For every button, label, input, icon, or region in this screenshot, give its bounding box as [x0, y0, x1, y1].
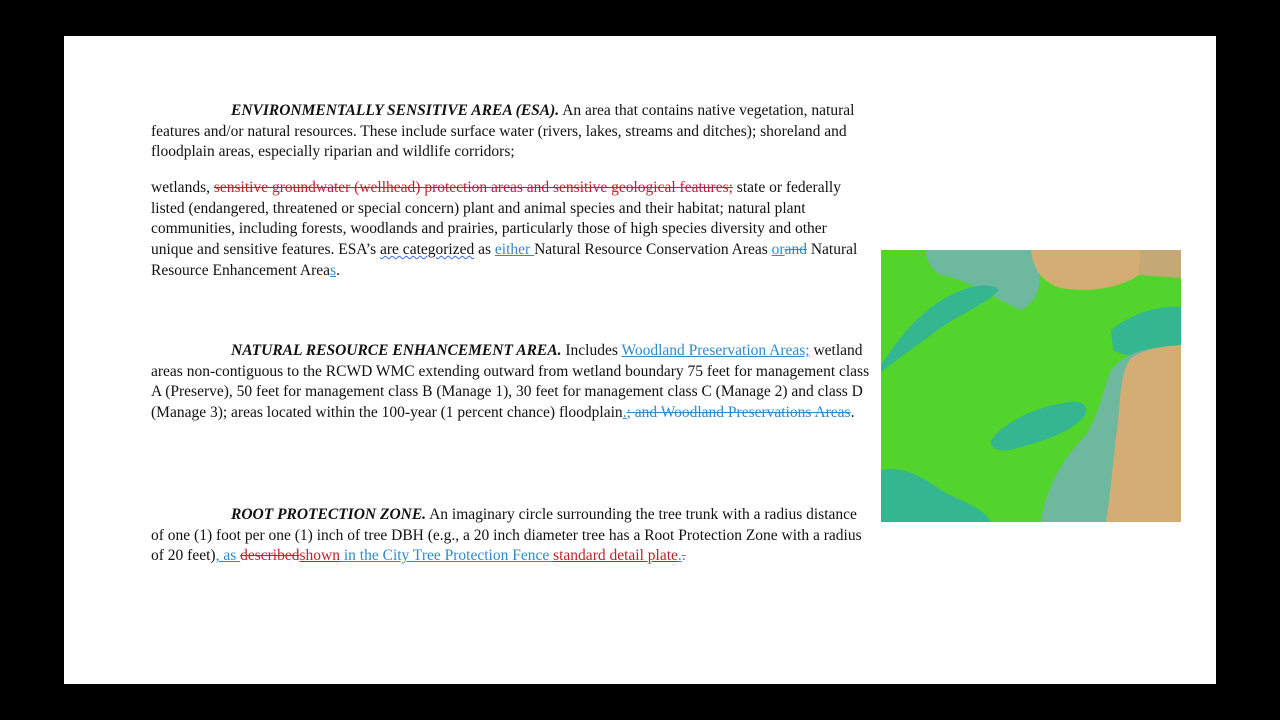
inserted-dot: .	[622, 404, 627, 422]
deleted-described: described	[240, 547, 300, 565]
deleted-final-dot: .	[681, 547, 686, 565]
inserted-final-dot: .	[677, 547, 682, 565]
inserted-either: either	[494, 241, 535, 259]
esa-paragraph-continued	[151, 178, 871, 282]
inserted-city-text: in the City Tree Protection Fence	[339, 547, 554, 565]
rpz-body: An imaginary circle surrounding the tree trunk with a radius distance of one (1) foot per one (1) inch of tree DBH (e.g., a 20 inch diameter tree has a Root Protection Zone with a radius of 20 feet)	[151, 506, 862, 565]
spellcheck-flag: are categorized	[380, 241, 475, 259]
inserted-as: , as	[215, 547, 241, 565]
esa-as: as	[474, 241, 495, 259]
esa-intro: An area that contains native vegetation, natural features and/or natural resources. These include surface water (rivers, lakes, streams and ditches); shoreland and floodplain areas, especially riparian and wildlife corridors;	[151, 102, 855, 161]
inserted-shown: shown	[299, 547, 340, 565]
nrea-paragraph	[151, 341, 871, 424]
inserted-detail-plate: detail plate	[605, 547, 678, 565]
inserted-woodland: Woodland Preservation Areas;	[621, 342, 810, 359]
inserted-or: or	[771, 241, 785, 259]
esa-paragraph	[151, 101, 871, 163]
map-khaki-corner	[1139, 250, 1181, 278]
land-cover-map	[881, 250, 1181, 522]
rpz-paragraph	[151, 505, 871, 567]
deleted-woodland-text: ; and Woodland Preservations Areas	[626, 404, 851, 422]
esa-body: state or federally listed (endangered, threatened or special concern) plant and animal species and their habitat; natural plant communities, including forests, woodlands and prairies, particularly those of high species diversity and other unique and sensitive features. ESA’s	[151, 179, 841, 259]
nrea-end: .	[850, 404, 855, 422]
document-slide	[64, 36, 1216, 684]
esa-nrca: Natural Resource Conservation Areas	[534, 241, 772, 259]
inserted-s: s	[330, 261, 337, 279]
deleted-and: and	[784, 241, 807, 259]
deleted-groundwater-text: sensitive groundwater (wellhead) protection areas and sensitive geological features;	[213, 179, 733, 196]
esa-wetlands: wetlands,	[151, 179, 214, 196]
rpz-heading: ROOT PROTECTION ZONE.	[231, 506, 427, 523]
esa-period: .	[336, 261, 340, 279]
nrea-includes: Includes	[561, 342, 622, 359]
nrea-heading: NATURAL RESOURCE ENHANCEMENT AREA.	[231, 342, 562, 359]
nrea-body: wetland areas non-contiguous to the RCWD WMC extending outward from wetland boundary 75 feet for management class A (Preserve), 50 feet for management class B (Manage 1), 30 feet for management class C (Manage 2) and class D (Manage 3); areas located within the 100-year (1 percent chance) floodplain	[151, 342, 870, 422]
inserted-standard: standard	[553, 547, 606, 565]
esa-nrea: Natural Resource Enhancement Area	[151, 241, 858, 279]
esa-heading: ENVIRONMENTALLY SENSITIVE AREA (ESA).	[231, 102, 560, 119]
